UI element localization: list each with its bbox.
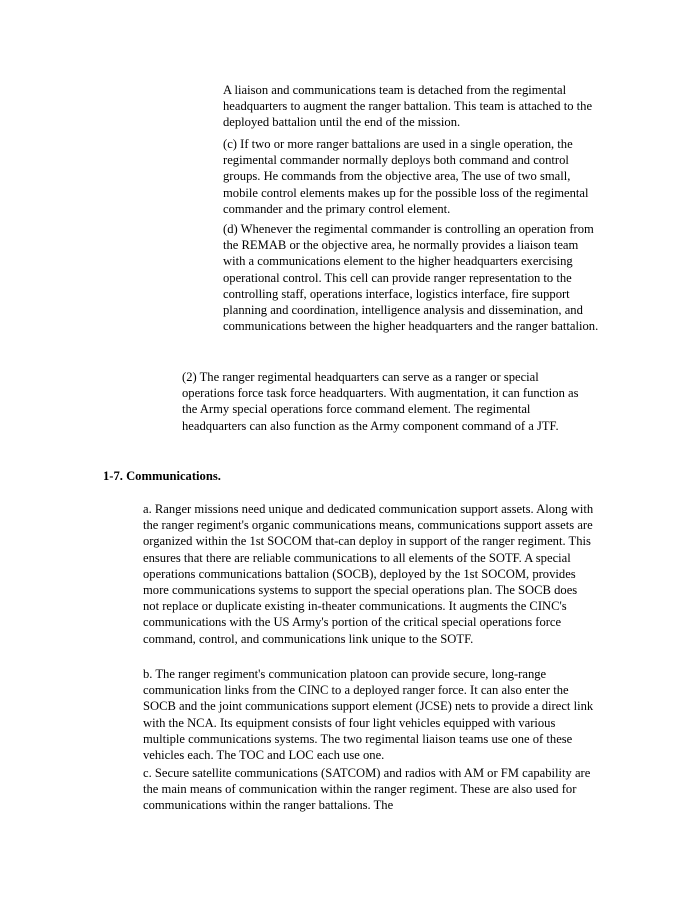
paragraph-liaison-team: A liaison and communications team is detached from the regimental headquarters to augment the ranger battalion. This team is attached to the deployed battalion until the end of the mission.	[223, 83, 593, 130]
paragraph-a-communication-support: a. Ranger missions need unique and dedicated communication support assets. Along with the ranger regiment's organic communications means, communications support assets are organized within the 1st SOCOM that-can deploy in support of the ranger regiment. This ensures that there are reliable communications to all elements of the SOTF. A special operations communications battalion (SOCB), deployed by the 1st SOCOM, provides more communications systems to support the special operations plan. The SOCB does not replace or duplicate existing in-theater communications. It augments the CINC's communications with the US Army's portion of the critical special operations force command, control, and communications link unique to the SOTF.	[143, 502, 594, 646]
paragraph-c-multiple-battalions: (c) If two or more ranger battalions are used in a single operation, the regimental commander normally deploys both command and control groups. He commands from the objective area, The use of two small, mobile control elements makes up for the possible loss of the regimental commander and the primary control element.	[223, 137, 589, 216]
paragraph-b-communication-platoon: b. The ranger regiment's communication platoon can provide secure, long-range communication links from the CINC to a deployed ranger force. It can also enter the SOCB and the joint communications support element (JCSE) nets to provide a direct link with the NCA. Its equipment consists of four light vehicles equipped with various multiple communications systems. The two regimental liaison teams use one of these vehicles each. The TOC and LOC each use one.	[143, 667, 594, 763]
paragraph-d-liaison-cell: (d) Whenever the regimental commander is controlling an operation from the REMAB or the objective area, he normally provides a liaison team with a communications element to the higher headquarters exercising operational control. This cell can provide ranger representation to the controlling staff, operations interface, logistics interface, fire support planning and coordination, intelligence analysis and dissemination, and communications between the higher headquarters and the ranger battalion.	[223, 222, 599, 334]
paragraph-c-satcom: c. Secure satellite communications (SATCOM) and radios with AM or FM capability are the main means of communication within the ranger regiment. These are also used for communications within the ranger battalions. The	[143, 766, 591, 813]
section-heading-communications: 1-7. Communications.	[103, 469, 221, 483]
paragraph-2-task-force-headquarters: (2) The ranger regimental headquarters can serve as a ranger or special operations force task force headquarters. With augmentation, it can function as the Army special operations force command element. The regimental headquarters can also function as the Army component command of a JTF.	[182, 370, 579, 433]
